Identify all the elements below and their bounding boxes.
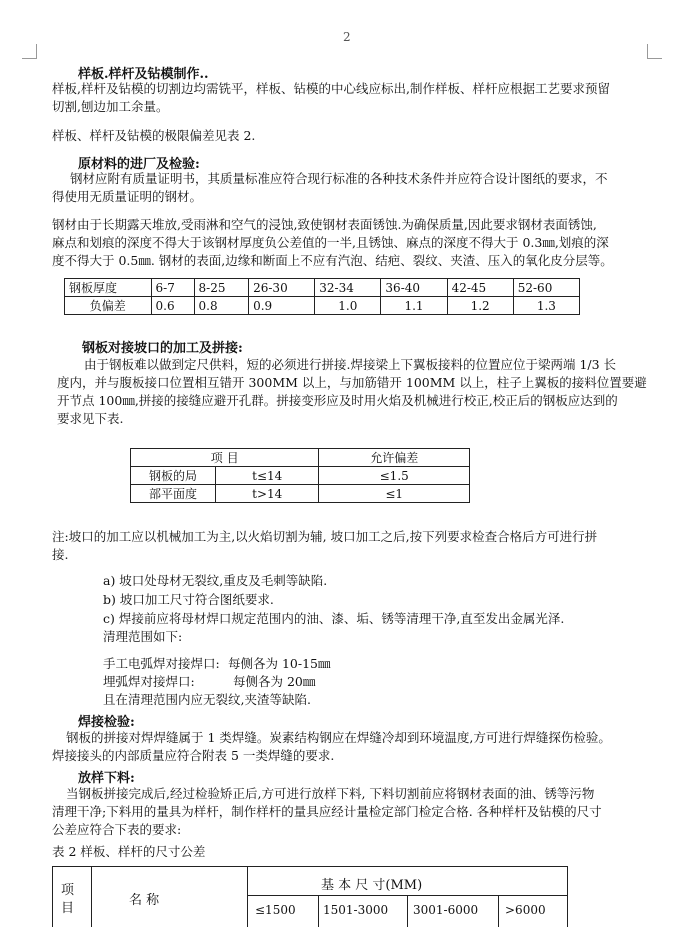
paragraph-line: 得使用无质量证明的钢材。 xyxy=(52,189,203,204)
heading-lofting: 放样下料: xyxy=(78,771,135,786)
heading-plate-joint: 钢板对接坡口的加工及拼接: xyxy=(82,341,243,356)
list-item: c) 焊接前应将母材焊口规定范围内的油、漆、垢、锈等清理干净,直至发出金属光泽. xyxy=(103,611,565,626)
note-line: 接. xyxy=(52,547,69,562)
table-cell: 32-34 xyxy=(315,279,381,297)
table-caption: 表 2 样板、样杆的尺寸公差 xyxy=(52,844,206,859)
paragraph-line: 钢材应附有质量证明书，其质量标准应符合现行标准的各种技术条件并应符合设计图纸的要求，不 xyxy=(70,171,608,186)
paragraph-line: 清理范围如下: xyxy=(103,629,183,644)
table-cell: 6-7 xyxy=(151,279,194,297)
paragraph-line: 样板、样杆及钻模的极限偏差见表 2. xyxy=(52,128,256,143)
clean-range-value: 每侧各为 20㎜ xyxy=(233,674,316,689)
table-header: 允许偏差 xyxy=(319,449,470,467)
table-cell: ≤1 xyxy=(319,485,470,503)
paragraph-line: 清理干净;下料用的量具为样杆，制作样杆的量具应经计量检定部门检定合格. 各种样杆及钻模的尺寸 xyxy=(52,804,602,819)
clean-range-label: 埋弧焊对接焊口: xyxy=(103,674,195,689)
page-number: 2 xyxy=(343,30,351,44)
size-tolerance-table xyxy=(52,866,568,927)
table-cell: 钢板厚度 xyxy=(65,279,152,297)
table-cell: 26-30 xyxy=(249,279,315,297)
flatness-tolerance-table xyxy=(130,448,470,503)
table-divider xyxy=(318,896,319,927)
table-row xyxy=(65,297,580,315)
paragraph-line: 由于钢板难以做到定尺供料，短的必须进行拼接.焊接梁上下翼板接料的位置应位于梁两端 1/3 长 xyxy=(84,357,617,372)
heading-weld-inspection: 焊接检验: xyxy=(78,715,135,730)
paragraph-line: 钢板的拼接对焊焊缝属于 1 类焊缝。炭素结构钢应在焊缝冷却到环境温度,方可进行焊缝探伤检验。 xyxy=(66,730,611,745)
table-header: 1501-3000 xyxy=(323,903,389,917)
heading-templates: 样板.样杆及钻模制作.. xyxy=(78,67,209,82)
table-cell: 52-60 xyxy=(513,279,579,297)
table-cell: 36-40 xyxy=(381,279,447,297)
table-cell: 1.0 xyxy=(315,297,381,315)
paragraph-line: 样板,样杆及钻模的切割边均需铣平，样板、钻模的中心线应标出,制作样板、样杆应根据工艺要求预留 xyxy=(52,81,610,96)
table-divider xyxy=(91,867,92,927)
paragraph-line: 焊接接头的内部质量应符合附表 5 一类焊缝的要求. xyxy=(52,748,335,763)
table-cell: 0.6 xyxy=(151,297,194,315)
table-cell: 1.1 xyxy=(381,297,447,315)
table-divider xyxy=(498,896,499,927)
table-header: ≤1500 xyxy=(255,903,296,917)
paragraph-line: 且在清理范围内应无裂纹,夹渣等缺陷. xyxy=(103,692,311,707)
paragraph-line: 开节点 100㎜,拼接的接缝应避开孔群。拼接变形应及时用火焰及机械进行校正,校正后的钢板应达到的 xyxy=(57,393,618,408)
note-line: 注:坡口的加工应以机械加工为主,以火焰切割为辅, 坡口加工之后,按下列要求检查合格后方可进行拼 xyxy=(52,529,598,544)
table-cell: 0.8 xyxy=(194,297,249,315)
table-cell: 负偏差 xyxy=(65,297,152,315)
paragraph-line: 切割,刨边加工余量。 xyxy=(52,99,169,114)
table-cell: t≤14 xyxy=(216,467,319,485)
list-item: b) 坡口加工尺寸符合图纸要求. xyxy=(103,592,274,607)
paragraph-line: 公差应符合下表的要求: xyxy=(52,822,182,837)
paragraph-line: 度不得大于 0.5㎜. 钢材的表面,边缘和断面上不应有汽泡、结疤、裂纹、夹渣、压入的氧化皮分层等。 xyxy=(52,253,613,268)
clean-range-value: 每侧各为 10-15㎜ xyxy=(228,656,331,671)
table-header: 3001-6000 xyxy=(413,903,479,917)
table-header: 项 目 xyxy=(131,449,319,467)
table-row xyxy=(131,467,470,485)
table-header: 名 称 xyxy=(129,893,160,908)
margin-mark-top-right xyxy=(647,44,662,59)
table-header: 项 xyxy=(61,883,75,898)
paragraph-line: 度内，并与腹板接口位置相互错开 300MM 以上，与加筋错开 100MM 以上，柱子上翼板的接料位置要避 xyxy=(57,375,647,390)
table-cell: ≤1.5 xyxy=(319,467,470,485)
margin-mark-top-left xyxy=(22,44,37,59)
table-cell: 0.9 xyxy=(249,297,315,315)
table-header: >6000 xyxy=(505,903,546,917)
table-cell: 8-25 xyxy=(194,279,249,297)
heading-raw-material: 原材料的进厂及检验: xyxy=(78,157,200,172)
paragraph-line: 钢材由于长期露天堆放,受雨淋和空气的浸蚀,致使钢材表面锈蚀.为确保质量,因此要求钢材表面锈蚀, xyxy=(52,217,597,232)
table-cell: 钢板的局 xyxy=(131,467,216,485)
thickness-tolerance-table xyxy=(64,278,580,315)
table-cell: 1.3 xyxy=(513,297,579,315)
table-divider xyxy=(407,896,408,927)
table-cell: 42-45 xyxy=(447,279,513,297)
table-cell: 1.2 xyxy=(447,297,513,315)
list-item: a) 坡口处母材无裂纹,重皮及毛刺等缺陷. xyxy=(103,573,328,588)
table-header: 目 xyxy=(61,901,75,916)
table-cell: 部平面度 xyxy=(131,485,216,503)
paragraph-line: 麻点和划痕的深度不得大于该钢材厚度负公差值的一半,且锈蚀、麻点的深度不得大于 0.3㎜,划痕的深 xyxy=(52,235,609,250)
table-row xyxy=(131,485,470,503)
table-header: 基 本 尺 寸(MM) xyxy=(321,878,423,893)
paragraph-line: 要求见下表. xyxy=(57,411,124,426)
clean-range-label: 手工电弧焊对接焊口: xyxy=(103,656,220,671)
paragraph-line: 当钢板拼接完成后,经过检验矫正后,方可进行放样下料, 下料切割前应将钢材表面的油、锈等污物 xyxy=(66,786,595,801)
table-row xyxy=(65,279,580,297)
table-row xyxy=(131,449,470,467)
table-divider xyxy=(247,867,248,927)
table-cell: t>14 xyxy=(216,485,319,503)
